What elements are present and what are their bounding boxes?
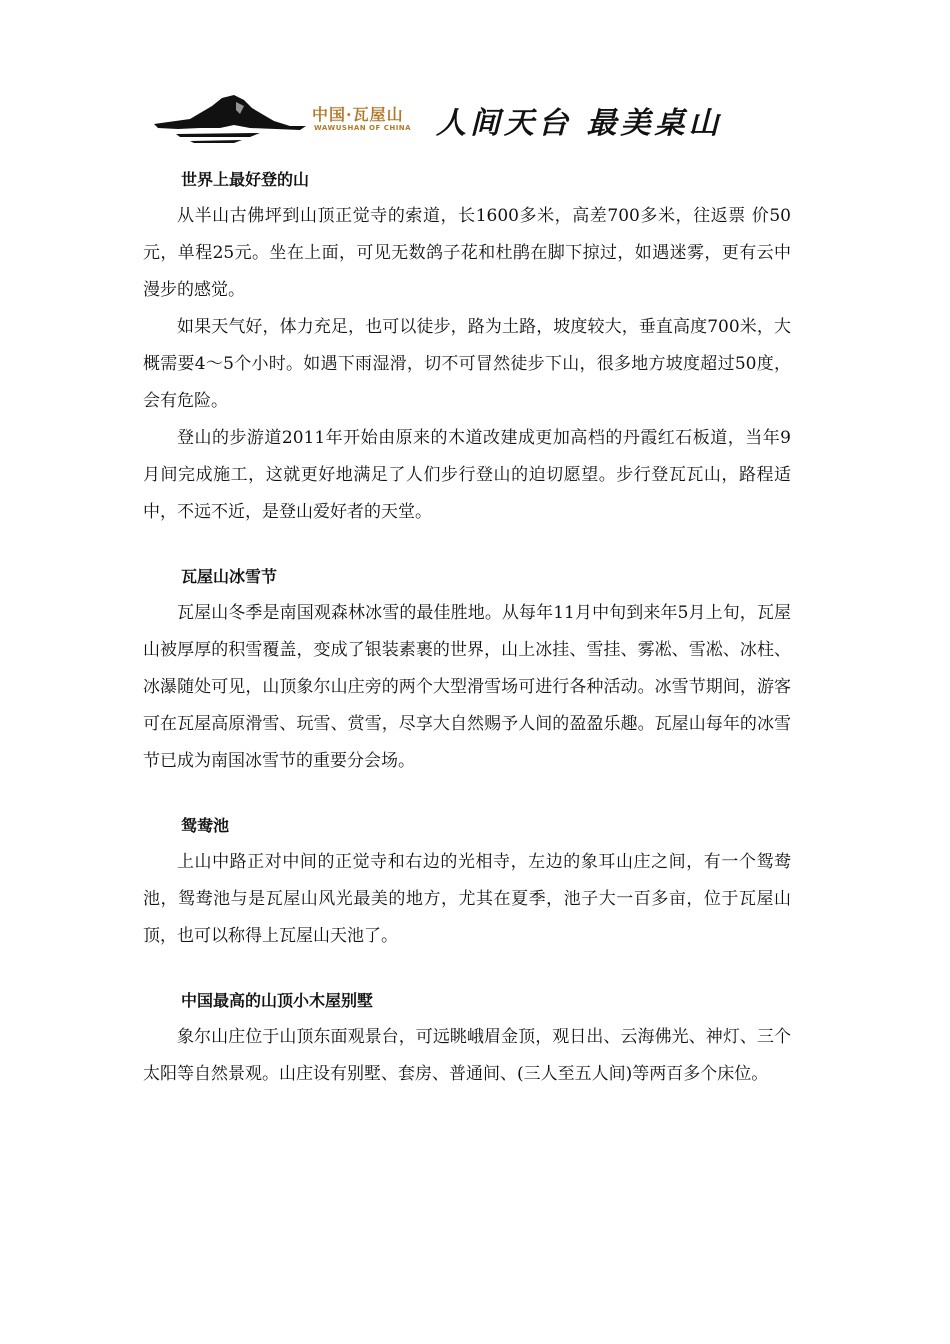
brand-logo xyxy=(312,102,432,142)
paragraph: 上山中路正对中间的正觉寺和右边的光相寺，左边的象耳山庄之间，有一个鸳鸯池，鸳鸯池与是瓦屋山风光最美的地方，尤其在夏季，池子大一百多亩，位于瓦屋山顶，也可以称得上瓦屋山天池了。 xyxy=(143,852,791,946)
paragraph: 瓦屋山冬季是南国观森林冰雪的最佳胜地。从每年11月中旬到来年5月上旬，瓦屋山被厚厚的积雪覆盖，变成了银装素裹的世界，山上冰挂、雪挂、雾凇、雪凇、冰柱、冰瀑随处可见，山顶象尔山庄旁的两个大型滑雪场可进行各种活动。冰雪节期间，游客可在瓦屋高原滑雪、玩雪、赏雪，尽享大自然赐予人间的盈盈乐趣。瓦屋山每年的冰雪节已成为南国冰雪节的重要分会场。 xyxy=(143,603,791,771)
banner-slogan: 人间天台 最美桌山 xyxy=(436,106,723,141)
section-ice-snow-festival xyxy=(143,567,791,780)
section-heading: 世界上最好登的山 xyxy=(181,170,310,189)
paragraph: 如果天气好，体力充足，也可以徒步，路为土路，坡度较大，垂直高度700米，大概需要4～5个小时。如遇下雨湿滑，切不可冒然徒步下山，很多地方坡度超过50度，会有危险。 xyxy=(143,317,791,411)
mountain-logo-icon xyxy=(150,88,310,148)
paragraph: 从半山古佛坪到山顶正觉寺的索道，长1600多米，高差700多米，往返票 价50元，单程25元。坐在上面，可见无数鸽子花和杜鹃在脚下掠过，如遇迷雾，更有云中漫步的感觉。 xyxy=(143,206,791,300)
section-cabin-villa xyxy=(143,991,791,1093)
brand-name-cn: 中国·瓦屋山 xyxy=(312,105,404,124)
paragraph: 登山的步游道2011年开始由原来的木道改建成更加高档的丹霞红石板道，当年9月间完成施工，这就更好地满足了人们步行登山的迫切愿望。步行登瓦瓦山，路程适中，不远不近，是登山爱好者的天堂。 xyxy=(143,428,791,522)
brand-name-en: WAWUSHAN OF CHINA xyxy=(314,124,412,132)
paragraph: 象尔山庄位于山顶东面观景台，可远眺峨眉金顶，观日出、云海佛光、神灯、三个太阳等自然景观。山庄设有别墅、套房、普通间、(三人至五人间)等两百多个床位。 xyxy=(143,1027,791,1084)
section-heading: 鸳鸯池 xyxy=(181,816,230,835)
document-body xyxy=(143,170,791,1093)
section-mandarin-duck-pond xyxy=(143,816,791,955)
section-easiest-mountain xyxy=(143,170,791,531)
section-heading: 中国最高的山顶小木屋别墅 xyxy=(181,991,374,1010)
section-heading: 瓦屋山冰雪节 xyxy=(181,567,278,586)
header-banner xyxy=(150,88,790,148)
